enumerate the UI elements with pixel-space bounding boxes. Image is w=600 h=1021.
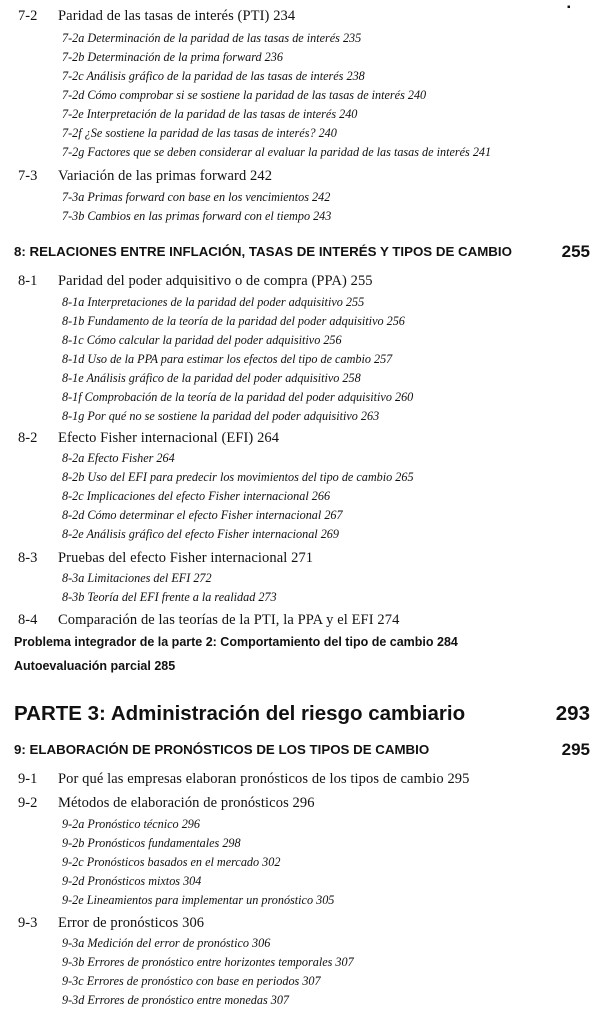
section-title: Paridad de las tasas de interés (PTI) 234	[58, 8, 296, 24]
chapter-title: 9: ELABORACIÓN DE PRONÓSTICOS DE LOS TIPOS DE CAMBIO	[14, 742, 430, 757]
toc-subsection[interactable]: 7-2b Determinación de la prima forward 236	[62, 50, 283, 64]
toc-subsection[interactable]: 7-2a Determinación de la paridad de las tasas de interés 235	[62, 31, 362, 45]
toc-subsection[interactable]: 8-2a Efecto Fisher 264	[62, 451, 175, 465]
toc-subsection[interactable]: 8-1b Fundamento de la teoría de la paridad del poder adquisitivo 256	[62, 314, 405, 328]
section-title: Paridad del poder adquisitivo o de compra (PPA) 255	[58, 273, 373, 289]
toc-subsection[interactable]: 8-1c Cómo calcular la paridad del poder adquisitivo 256	[62, 333, 342, 347]
toc-subsection[interactable]: 8-1f Comprobación de la teoría de la paridad del poder adquisitivo 260	[62, 390, 414, 404]
self-assessment-label: Autoevaluación parcial 285	[14, 659, 176, 673]
section-title: Comparación de las teorías de la PTI, la PPA y el EFI 274	[58, 612, 400, 628]
chapter-title: 8: RELACIONES ENTRE INFLACIÓN, TASAS DE INTERÉS Y TIPOS DE CAMBIO	[14, 244, 512, 259]
toc-subsection[interactable]: 7-3a Primas forward con base en los vencimientos 242	[62, 190, 331, 204]
toc-subsection[interactable]: 7-2e Interpretación de la paridad de las tasas de interés 240	[62, 107, 358, 121]
section-title: Error de pronósticos 306	[58, 915, 205, 931]
section-number: 8-4	[18, 612, 38, 628]
toc-subsection[interactable]: 9-2d Pronósticos mixtos 304	[62, 874, 202, 888]
toc-subsection[interactable]: 9-2b Pronósticos fundamentales 298	[62, 836, 241, 850]
integrative-problem-label: Problema integrador de la parte 2: Comportamiento del tipo de cambio 284	[14, 635, 458, 649]
toc-subsection[interactable]: 8-1d Uso de la PPA para estimar los efectos del tipo de cambio 257	[62, 352, 393, 366]
toc-subsection[interactable]: 8-2b Uso del EFI para predecir los movimientos del tipo de cambio 265	[62, 470, 414, 484]
section-number: 9-2	[18, 795, 38, 811]
toc-subsection[interactable]: 9-3d Errores de pronóstico entre monedas 307	[62, 993, 290, 1007]
part-title: PARTE 3: Administración del riesgo cambiario	[14, 702, 466, 725]
toc-subsection[interactable]: 9-2e Lineamientos para implementar un pronóstico 305	[62, 893, 335, 907]
section-number: 7-3	[18, 168, 38, 184]
section-number: 8-2	[18, 430, 38, 446]
toc-subsection[interactable]: 9-3c Errores de pronóstico con base en periodos 307	[62, 974, 321, 988]
toc-subsection[interactable]: 8-1g Por qué no se sostiene la paridad del poder adquisitivo 263	[62, 409, 380, 423]
toc-subsection[interactable]: 9-2c Pronósticos basados en el mercado 302	[62, 855, 281, 869]
toc-subsection[interactable]: 7-2d Cómo comprobar si se sostiene la paridad de las tasas de interés 240	[62, 88, 427, 102]
section-title: Variación de las primas forward 242	[58, 168, 273, 184]
toc-subsection[interactable]: 7-2g Factores que se deben considerar al evaluar la paridad de las tasas de interés 241	[62, 145, 492, 159]
section-number: 8-1	[18, 273, 38, 289]
toc-subsection[interactable]: 9-3b Errores de pronóstico entre horizontes temporales 307	[62, 955, 354, 969]
chapter-page: 295	[561, 740, 590, 759]
toc-subsection[interactable]: 9-2a Pronóstico técnico 296	[62, 817, 200, 831]
toc-subsection[interactable]: 7-2c Análisis gráfico de la paridad de las tasas de interés 238	[62, 69, 365, 83]
section-number: 8-3	[18, 550, 38, 566]
toc-subsection[interactable]: 8-3b Teoría del EFI frente a la realidad 273	[62, 590, 277, 604]
toc-subsection[interactable]: 7-2f ¿Se sostiene la paridad de las tasas de interés? 240	[62, 126, 337, 140]
toc-subsection[interactable]: 8-2e Análisis gráfico del efecto Fisher internacional 269	[62, 527, 339, 541]
section-title: Efecto Fisher internacional (EFI) 264	[58, 430, 280, 446]
part-page: 293	[555, 702, 590, 725]
section-title: Pruebas del efecto Fisher internacional 271	[58, 550, 314, 566]
chapter-page: 255	[561, 242, 590, 261]
toc-subsection[interactable]: 8-1e Análisis gráfico de la paridad del poder adquisitivo 258	[62, 371, 361, 385]
section-number: 9-1	[18, 771, 38, 787]
toc-subsection[interactable]: 7-3b Cambios en las primas forward con el tiempo 243	[62, 209, 332, 223]
toc-subsection[interactable]: 9-3a Medición del error de pronóstico 306	[62, 936, 271, 950]
section-title: Métodos de elaboración de pronósticos 296	[58, 795, 315, 811]
toc-subsection[interactable]: 8-2d Cómo determinar el efecto Fisher internacional 267	[62, 508, 343, 522]
section-number: 9-3	[18, 915, 38, 931]
corner-mark: ▪	[567, 2, 571, 13]
section-title: Por qué las empresas elaboran pronósticos de los tipos de cambio 295	[58, 771, 470, 787]
section-number: 7-2	[18, 8, 38, 24]
toc-subsection[interactable]: 8-1a Interpretaciones de la paridad del poder adquisitivo 255	[62, 295, 365, 309]
toc-subsection[interactable]: 8-2c Implicaciones del efecto Fisher internacional 266	[62, 489, 331, 503]
toc-subsection[interactable]: 8-3a Limitaciones del EFI 272	[62, 571, 212, 585]
